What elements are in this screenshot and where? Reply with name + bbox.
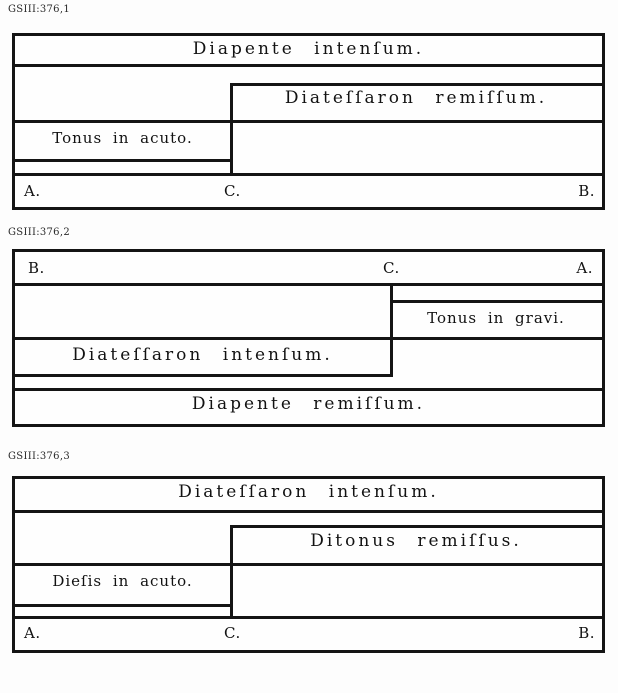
divider-line (15, 510, 602, 513)
divider-line (15, 283, 602, 286)
figure1-point-a: A. (24, 182, 41, 200)
figure3-point-b: B. (578, 624, 595, 642)
figure1-left-interval-label: Tonus in acuto. (52, 129, 193, 147)
step-vertical-line (230, 525, 233, 619)
figure1-top-interval-label: Diapente intenſum. (192, 39, 425, 59)
figure1-caption: GSIII:376,1 (8, 4, 70, 15)
divider-line (15, 173, 602, 176)
left-box-bottom-line (15, 604, 233, 607)
figure3-right-interval-label: Ditonus remiſſus. (310, 531, 522, 551)
figure2-point-c: C. (383, 259, 400, 277)
figure1-right-interval-label: Diateſſaron remiſſum. (284, 88, 548, 108)
figure2-left-interval-label: Diateſſaron intenſum. (72, 345, 333, 365)
step-vertical-line (230, 83, 233, 176)
figure1-point-c: C. (224, 182, 241, 200)
figure2-point-a: A. (576, 259, 593, 277)
divider-line (15, 120, 602, 123)
figure2-bottom-interval-label: Diapente remiſſum. (191, 394, 426, 414)
step-vertical-line (390, 283, 393, 377)
divider-line (15, 388, 602, 391)
figure3-point-a: A. (24, 624, 41, 642)
figure2-caption: GSIII:376,2 (8, 227, 70, 238)
figure3-left-interval-label: Dieſis in acuto. (52, 572, 193, 590)
divider-line (15, 64, 602, 67)
divider-line (15, 337, 602, 340)
left-box-bottom-line (15, 374, 393, 377)
figure1-point-b: B. (578, 182, 595, 200)
left-box-bottom-line (15, 159, 233, 162)
step-box-top-line (390, 300, 602, 303)
figure3-top-interval-label: Diateſſaron intenſum. (178, 482, 439, 502)
divider-line (15, 616, 602, 619)
figure3-caption: GSIII:376,3 (8, 451, 70, 462)
figure2-right-interval-label: Tonus in gravi. (427, 309, 565, 327)
figure2-point-b: B. (28, 259, 45, 277)
figure1-diagram (12, 33, 605, 210)
step-box-top-line (230, 525, 602, 528)
step-box-top-line (230, 83, 602, 86)
figure3-diagram (12, 476, 605, 653)
figure3-point-c: C. (224, 624, 241, 642)
divider-line (15, 563, 602, 566)
figure2-diagram (12, 249, 605, 427)
